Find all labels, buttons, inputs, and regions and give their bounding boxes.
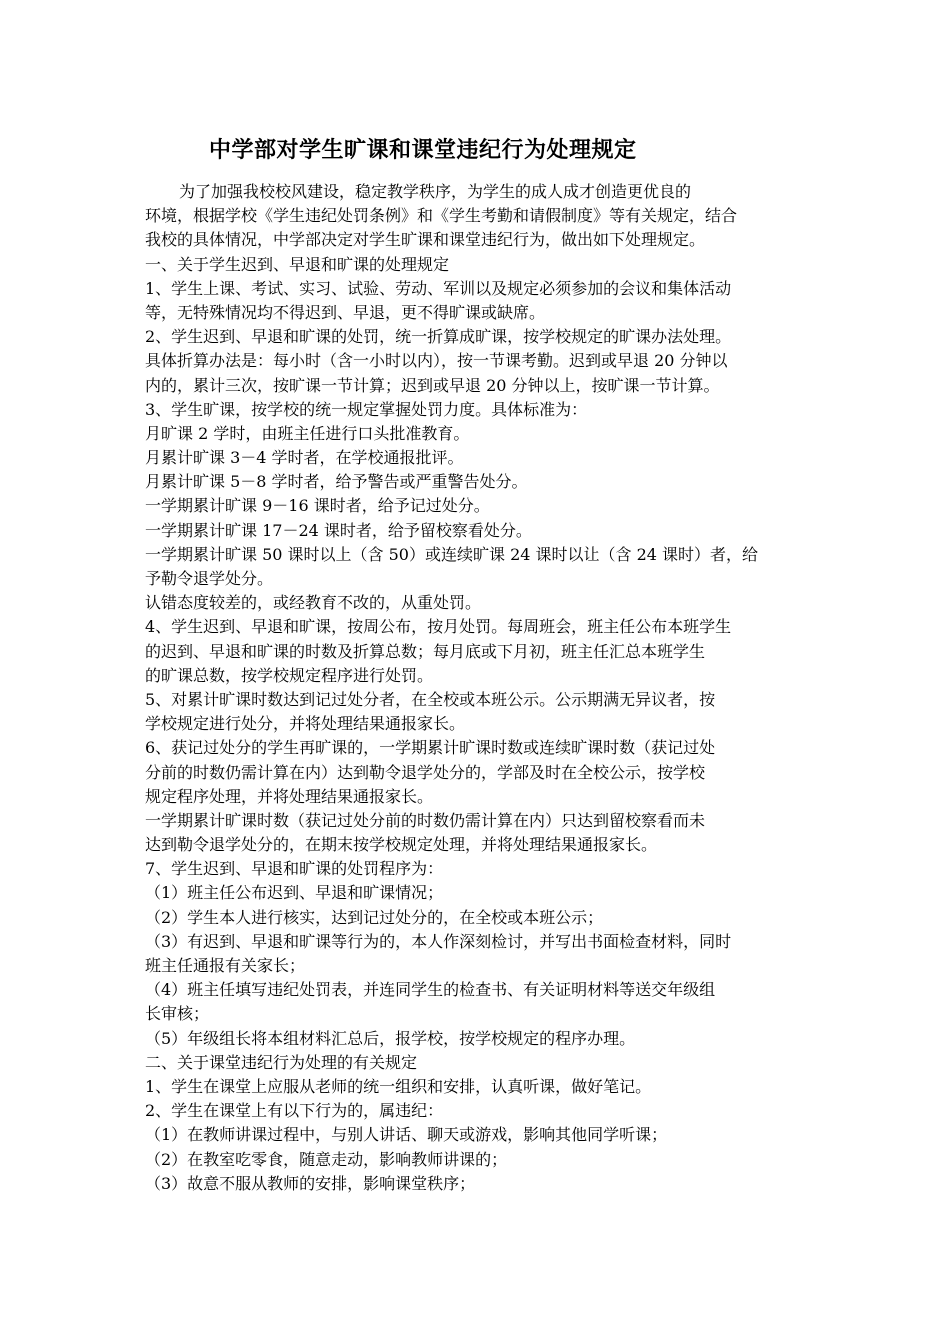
text-line: 月累计旷课 3－4 学时者，在学校通报批评。 — [145, 448, 464, 468]
text-line: 1、学生上课、考试、实习、试验、劳动、军训以及规定必须参加的会议和集体活动 — [145, 278, 732, 298]
text-line: （3）故意不服从教师的安排，影响课堂秩序； — [145, 1173, 476, 1193]
text-line: 班主任通报有关家长； — [145, 956, 306, 975]
text-line: （3）有迟到、早退和旷课等行为的，本人作深刻检讨，并写出书面检查材料，同时 — [145, 931, 732, 951]
text-line: （2）在教室吃零食，随意走动，影响教师讲课的； — [145, 1149, 508, 1169]
text-line: 月累计旷课 5－8 学时者，给予警告或严重警告处分。 — [145, 472, 528, 492]
text-line: 长审核； — [145, 1004, 210, 1024]
document-page — [145, 130, 811, 1196]
text-line: 一学期累计旷课 9－16 课时者，给予记过处分。 — [145, 496, 490, 516]
text-line: 规定程序处理，并将处理结果通报家长。 — [145, 786, 434, 806]
text-line: 为了加强我校校风建设，稳定教学秩序，为学生的成人成才创造更优良的 — [179, 182, 692, 201]
text-line: 一学期累计旷课时数（获记过处分前的时数仍需计算在内）只达到留校察看而未 — [145, 810, 706, 830]
text-line: 一学期累计旷课 17－24 课时者，给予留校察看处分。 — [145, 520, 532, 540]
text-line: 认错态度较差的，或经教育不改的，从重处罚。 — [145, 593, 482, 613]
text-line: 月旷课 2 学时，由班主任进行口头批准教育。 — [145, 423, 470, 443]
text-line: 的旷课总数，按学校规定程序进行处罚。 — [145, 665, 434, 685]
text-line: 予勒令退学处分。 — [145, 569, 274, 588]
text-line: （1）班主任公布迟到、早退和旷课情况； — [145, 883, 444, 903]
text-line: 1、学生在课堂上应服从老师的统一组织和安排，认真听课，做好笔记。 — [145, 1076, 652, 1096]
text-line: （4）班主任填写违纪处罚表，并连同学生的检查书、有关证明材料等送交年级组 — [145, 980, 716, 1000]
text-line: 具体折算办法是：每小时（含一小时以内），按一节课考勤。迟到或早退 20 分钟以 — [145, 351, 728, 371]
text-line: 学校规定进行处分，并将处理结果通报家长。 — [145, 714, 466, 734]
text-line: 2、学生迟到、早退和旷课的处罚，统一折算成旷课，按学校规定的旷课办法处理。 — [145, 327, 732, 347]
text-line: 6、获记过处分的学生再旷课的，一学期累计旷课时数或连续旷课时数（获记过处 — [145, 738, 716, 758]
text-line: 环境，根据学校《学生违纪处罚条例》和《学生考勤和请假制度》等有关规定，结合 — [145, 206, 738, 226]
text-line: 等，无特殊情况均不得迟到、早退，更不得旷课或缺席。 — [145, 302, 546, 322]
text-line: 5、对累计旷课时数达到记过处分者，在全校或本班公示。公示期满无异议者，按 — [145, 689, 716, 709]
text-line: 一、关于学生迟到、早退和旷课的处理规定 — [145, 254, 450, 274]
document-body — [145, 180, 811, 1196]
text-line: 一学期累计旷课 50 课时以上（含 50）或连续旷课 24 课时以让（含 24 课时）者，给 — [145, 544, 759, 564]
text-line: （2）学生本人进行核实，达到记过处分的，在全校或本班公示； — [145, 907, 604, 927]
text-line: 内的，累计三次，按旷课一节计算；迟到或早退 20 分钟以上，按旷课一节计算。 — [145, 375, 720, 395]
text-line: 4、学生迟到、早退和旷课，按周公布，按月处罚。每周班会，班主任公布本班学生 — [145, 617, 732, 637]
text-line: （1）在教师讲课过程中，与别人讲话、聊天或游戏，影响其他同学听课； — [145, 1125, 668, 1145]
text-line: 达到勒令退学处分的，在期末按学校规定处理，并将处理结果通报家长。 — [145, 835, 658, 855]
text-line: 分前的时数仍需计算在内）达到勒令退学处分的，学部及时在全校公示，按学校 — [145, 762, 706, 782]
document-title: 中学部对学生旷课和课堂违纪行为处理规定 — [209, 137, 637, 163]
text-line: 2、学生在课堂上有以下行为的，属违纪： — [145, 1101, 444, 1121]
text-line: 我校的具体情况，中学部决定对学生旷课和课堂违纪行为，做出如下处理规定。 — [145, 230, 706, 250]
text-line: 的迟到、早退和旷课的时数及折算总数；每月底或下月初，班主任汇总本班学生 — [145, 641, 706, 661]
text-line: 7、学生迟到、早退和旷课的处罚程序为： — [145, 859, 444, 879]
text-line: （5）年级组长将本组材料汇总后，报学校，按学校规定的程序办理。 — [145, 1028, 636, 1048]
text-line: 二、关于课堂违纪行为处理的有关规定 — [145, 1052, 418, 1072]
text-line: 3、学生旷课，按学校的统一规定掌握处罚力度。具体标准为： — [145, 399, 588, 419]
